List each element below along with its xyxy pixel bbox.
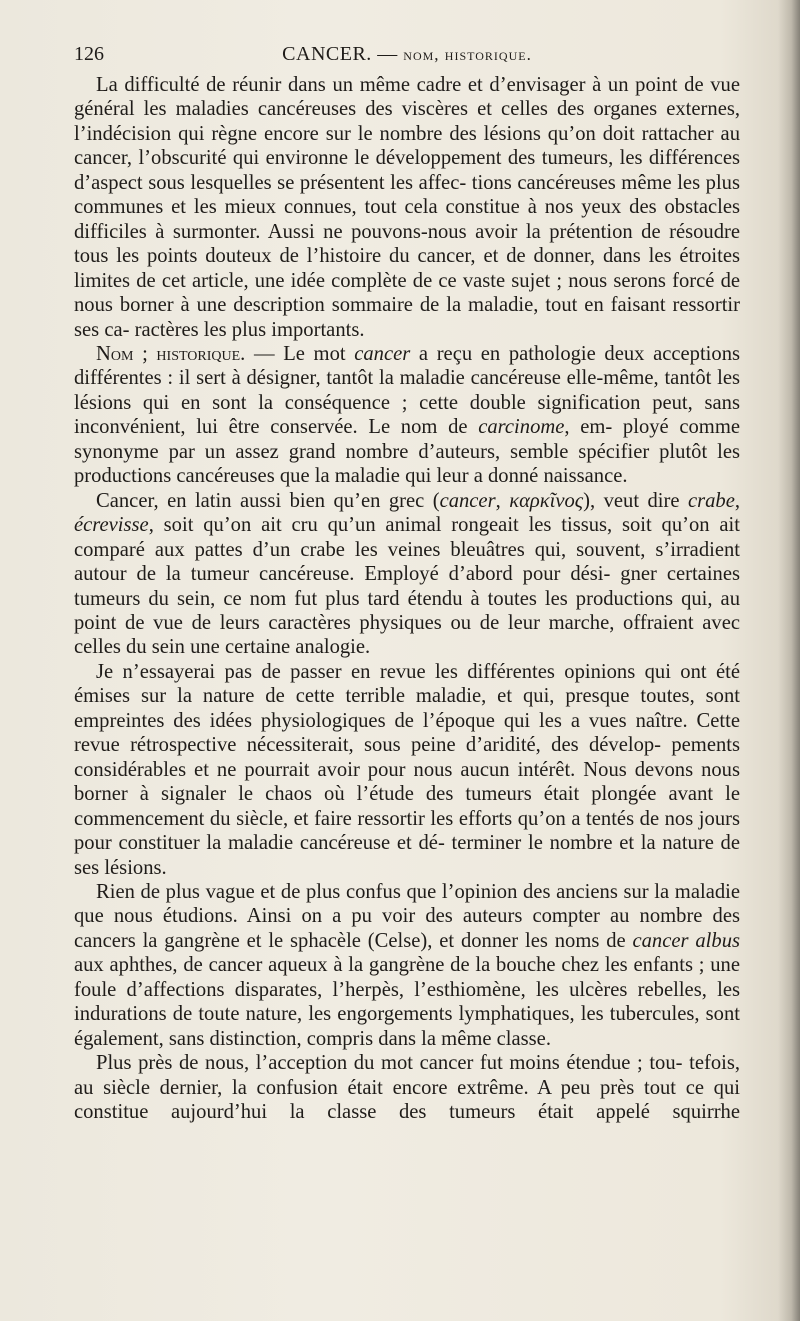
paragraph-opinions: Je n’essayerai pas de passer en revue les différentes opinions qui ont été émises sur la nature de cette terrible maladie, et qui, presque toutes, sont empreintes des idées physiologiques de l’époque qui les a vues naître. Cette revue rétrospective nécessiterait, sous peine d’aridité, des dévelop- pements considérables et ne pourrait avoir pour nous aucun intérêt. Nous devons nous borner à signaler le chaos où l’étude des tumeurs était plongée avant le commencement du siècle, et faire ressortir les efforts qu’on a tentés de nos jours pour constituer la maladie cancéreuse et dé- terminer le nombre et la nature de ses lésions.	[74, 660, 740, 879]
paragraph-etymology	[74, 489, 740, 660]
text-run: a reçu en pathologie deux acceptions différentes : il sert à désigner, tantôt la maladie cancéreuse elle-même, tantôt les lésions qui en sont la conséquence ; cette double signification peut, sans inconvénient, lui être conservée. Le nom de	[74, 342, 741, 439]
page-header	[74, 40, 740, 68]
text-run: ), veut dire	[583, 489, 688, 512]
text-run: ,	[734, 489, 741, 512]
running-head-main: CANCER. —	[282, 43, 404, 65]
section-lead: Nom ; historique.	[96, 342, 246, 365]
running-head	[74, 40, 740, 69]
italic-term: carcinome	[478, 416, 565, 439]
paragraph-siecle-dernier: Plus près de nous, l’acception du mot cancer fut moins étendue ; tou- tefois, au siècle dernier, la confusion était encore extrême. A peu près tout ce qui constitue aujourd’hui la classe des tumeurs était appelé squirrhe	[74, 1052, 740, 1124]
italic-term: cancer	[439, 489, 496, 512]
italic-term: écrevisse	[74, 514, 149, 537]
italic-term: cancer	[354, 342, 411, 365]
text-run: aux aphthes, de cancer aqueux à la gangrène de la bouche chez les enfants ; une foule d’affections disparates, l’herpès, l’esthiomène, les ulcères rebelles, les indurations de toute nature, les engorgements lymphatiques, les tubercules, sont également, sans distinction, compris dans la même classe.	[74, 954, 740, 1050]
italic-term: crabe	[687, 489, 735, 512]
body-text	[74, 73, 740, 1124]
greek-term: καρκῖνος	[509, 489, 584, 512]
text-run: Cancer, en latin aussi bien qu’en grec (	[96, 489, 440, 512]
text-run: ,	[495, 489, 510, 512]
text-run: , soit qu’on ait cru qu’un animal rongeait les tissus, soit qu’on ait comparé aux pattes d’un crabe les veines bleuâtres qui, souvent, s’irradient autour de la tumeur cancéreuse. Employé d’abord pour dési- gner certaines tumeurs du sein, ce nom fut plus tard étendu à toutes les productions qui, au point de vue de leurs caractères physiques ou de leur marche, offraient avec celles du sein une certaine analogie.	[74, 514, 740, 659]
text-run: , em- ployé comme synonyme par un assez grand nombre d’auteurs, semble spécifier plutôt les productions cancéreuses que la maladie qui leur a donné naissance.	[74, 416, 740, 488]
text-run: — Le mot	[245, 342, 355, 365]
paragraph-intro: La difficulté de réunir dans un même cadre et d’envisager à un point de vue général les maladies cancéreuses des viscères et celles des organes externes, l’indécision qui règne encore sur le nombre des lésions qu’on doit rattacher au cancer, l’obscurité qui environne le développement des tumeurs, les différences d’aspect sous lesquelles se présentent les affec- tions cancéreuses même les plus communes et les mieux connues, tout cela constitue à nos yeux des obstacles difficiles à surmonter. Aussi ne pouvons-nous avoir la prétention de résoudre tous les points douteux de l’histoire du cancer, et de donner, dans les étroites limites de cet article, une idée complète de ce vaste sujet ; nous serons forcé de nous borner à une description sommaire de la maladie, tout en faisant ressortir ses ca- ractères les plus importants.	[74, 74, 740, 341]
italic-term: cancer albus	[632, 929, 741, 952]
paragraph-nom-historique	[74, 342, 740, 489]
paragraph-anciens	[74, 880, 740, 1051]
page-number: 126	[74, 43, 104, 65]
running-head-smallcaps: nom, historique.	[403, 45, 532, 64]
text-run: Rien de plus vague et de plus confus que l’opinion des anciens sur la maladie que nous étudions. Ainsi on a pu voir des auteurs compter au nombre des cancers la gangrène et le sphacèle (Celse), et donner les noms de	[74, 880, 740, 952]
page-binding-shadow	[778, 0, 800, 1321]
